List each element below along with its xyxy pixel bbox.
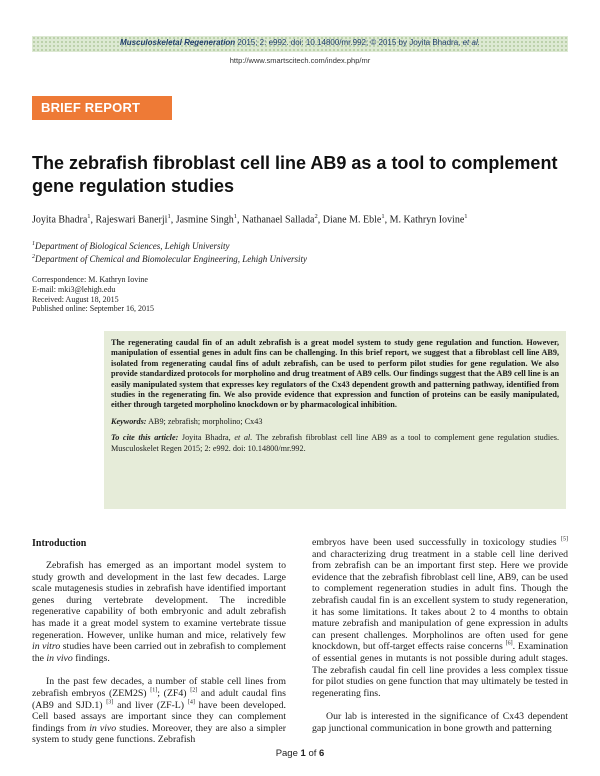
author-name: M. Kathryn Iovine: [389, 214, 465, 226]
affiliation-1: [32, 238, 229, 252]
page-footer: [0, 748, 600, 759]
text-italic: in vitro: [32, 641, 61, 653]
footer-prefix: Page: [275, 748, 301, 759]
published-date: Published online: September 16, 2015: [32, 304, 154, 314]
text-run: Zebrafish has emerged as an important model system to study growth and development in the last few decades. Large scale mutagenesis studies in zebrafish have identified important genes during vertebrate development. The incredible regenerative capability of both embryonic and adult zebrafish has made it a great model system to examine vertebrate tissue regeneration. However, unlike human and mice, relatively few: [32, 560, 286, 641]
citation-text-pre: Joyita Bhadra,: [178, 433, 235, 443]
article-type-badge: BRIEF REPORT: [32, 96, 172, 120]
correspondence-author: Correspondence: M. Kathryn Iovine: [32, 275, 148, 284]
journal-name: Musculoskeletal Regeneration: [120, 38, 236, 47]
text-run: studies have been carried out in zebrafish to complement the: [32, 641, 286, 664]
body-column-left: [32, 560, 286, 746]
text-run: have been developed. Cell based assays are important since they can complement findings from: [32, 699, 286, 734]
abstract-box: [104, 331, 566, 509]
keywords-line: [111, 417, 559, 427]
journal-url[interactable]: http://www.smartscitech.com/index.php/mr: [229, 56, 371, 65]
text-run: and liver (ZF-L): [113, 699, 188, 711]
paragraph: [312, 537, 568, 699]
text-run: and characterizing drug treatment in a stable cell line derived from zebrafish can be an important first step. Here we provide evidence that the zebrafish fibroblast cell line, AB9, can be used to complement regeneration studies in adult fins. Though the zebrafish caudal fin is an excellent system to study regeneration, it has some limitations. It takes about 2 to 4 months to obtain mature zebrafish and manipulation of gene expression in adults can present challenges. Morpholinos are often used for gene knockdown, but off-target effects raise concerns: [312, 548, 568, 653]
author-affiliation-marker: 2: [314, 213, 318, 220]
author-name: Rajeswari Banerji: [95, 214, 168, 226]
current-page-number: 1: [300, 748, 306, 759]
affiliation-text: Department of Biological Sciences, Lehigh University: [35, 241, 230, 251]
received-date: Received: August 18, 2015: [32, 294, 119, 304]
paragraph: [32, 676, 286, 746]
correspondence-email[interactable]: E-mail: mki3@lehigh.edu: [32, 284, 116, 294]
paragraph: Our lab is interested in the significance of Cx43 dependent gap junctional communication in bone growth and patterning: [312, 711, 568, 734]
text-run: ; (ZF4): [157, 687, 191, 699]
author-name: Nathanael Sallada: [242, 214, 315, 226]
author-affiliation-marker: 1: [381, 213, 385, 220]
section-heading-introduction: Introduction: [32, 538, 87, 549]
affiliation-text: Department of Chemical and Biomolecular Engineering, Lehigh University: [35, 254, 307, 264]
author-affiliation-marker: 1: [87, 213, 91, 220]
affiliation-2: [32, 251, 307, 265]
reference-marker[interactable]: [1]: [150, 687, 158, 694]
author-affiliation-marker: 1: [233, 213, 237, 220]
reference-marker[interactable]: [4]: [187, 699, 195, 706]
keywords-label: Keywords:: [111, 416, 147, 426]
total-pages: 6: [319, 748, 325, 759]
text-run: . Examination of essential genes in mutants is not possible during adult stages. The zebrafish caudal fin cell line provides a less complex tissue for pilot studies on gene function that may ultimately be tested in regenerating fins.: [312, 641, 568, 699]
journal-citation: 2015; 2: e992. doi: 10.14800/mr.992; © 2015 by Joyita Bhadra,: [235, 38, 463, 47]
text-run: In the past few decades, a number of stable cell lines from zebrafish embryos (ZEM2S): [32, 676, 286, 699]
text-run: embryos have been used successfully in toxicology studies: [312, 537, 561, 548]
footer-mid: of: [305, 748, 320, 759]
article-title: The zebrafish fibroblast cell line AB9 as a tool to complement gene regulation studies: [32, 153, 558, 196]
affiliation-number: 1: [32, 241, 35, 247]
text-run: findings.: [72, 652, 110, 664]
author-name: Jasmine Singh: [175, 214, 234, 226]
text-run: studies. Moreover, they are also a simpler system to study gene functions. Zebrafish: [32, 722, 286, 746]
affiliation-number: 2: [32, 254, 35, 260]
text-italic: in vivo: [46, 652, 73, 664]
reference-marker[interactable]: [2]: [190, 687, 198, 694]
abstract-text: The regenerating caudal fin of an adult zebrafish is a great model system to study gene regulation and function. However, manipulation of essential genes in adult fins can be challenging. In this brief report, we suggest that a fibroblast cell line AB9, isolated from regenerating caudal fins of adult zebrafish, can be used to perform pilot studies for gene regulation. We also provide standardized protocols for morpholino and drug treatment of AB9 cells. Our findings suggest that the AB9 cell line is an easily manipulated system that expresses key regulators of the Cx43 dependent growth and patterning pathway, identified from studies in the regenerating fin. We also provide evidence that expression and function of proteins can be easily manipulated, either through targeted morpholino knockdown or by pharmacological inhibition.: [111, 338, 559, 410]
text-run: and adult caudal fins (AB9 and SJD.1): [32, 687, 286, 711]
reference-marker[interactable]: [5]: [561, 536, 568, 543]
paragraph: [32, 560, 286, 664]
keywords-text: AB9; zebrafish; morpholino; Cx43: [146, 416, 263, 426]
correspondence-block: [32, 275, 154, 314]
author-name: Diane M. Eble: [322, 214, 382, 226]
author-name: Joyita Bhadra: [32, 214, 88, 226]
reference-marker[interactable]: [6]: [505, 641, 513, 648]
author-affiliation-marker: 1: [464, 213, 468, 220]
text-italic: in vivo: [89, 722, 117, 734]
journal-etal: et al.: [462, 38, 480, 47]
citation-text-post: The zebrafish fibroblast cell line AB9 as a tool to complement gene regulation studies. Musculoskelet Regen 2015; 2: e992. doi: 10.14800/mr.992.: [111, 433, 560, 453]
citation-label: To cite this article:: [111, 433, 179, 443]
journal-citation-line: [32, 38, 568, 47]
author-list: Joyita Bhadra$^1$, Rajeswari Banerji$^1$, Jasmine Singh$^1$, Nathanael Sallada$^2$, Diane M. Eble$^1$, M. Kathryn Iovine$^1$: [32, 213, 468, 226]
body-column-right: [312, 537, 568, 735]
citation-block: [111, 433, 559, 454]
reference-marker[interactable]: [3]: [106, 699, 114, 706]
citation-etal: et al.: [234, 433, 253, 443]
author-affiliation-marker: 1: [167, 213, 171, 220]
